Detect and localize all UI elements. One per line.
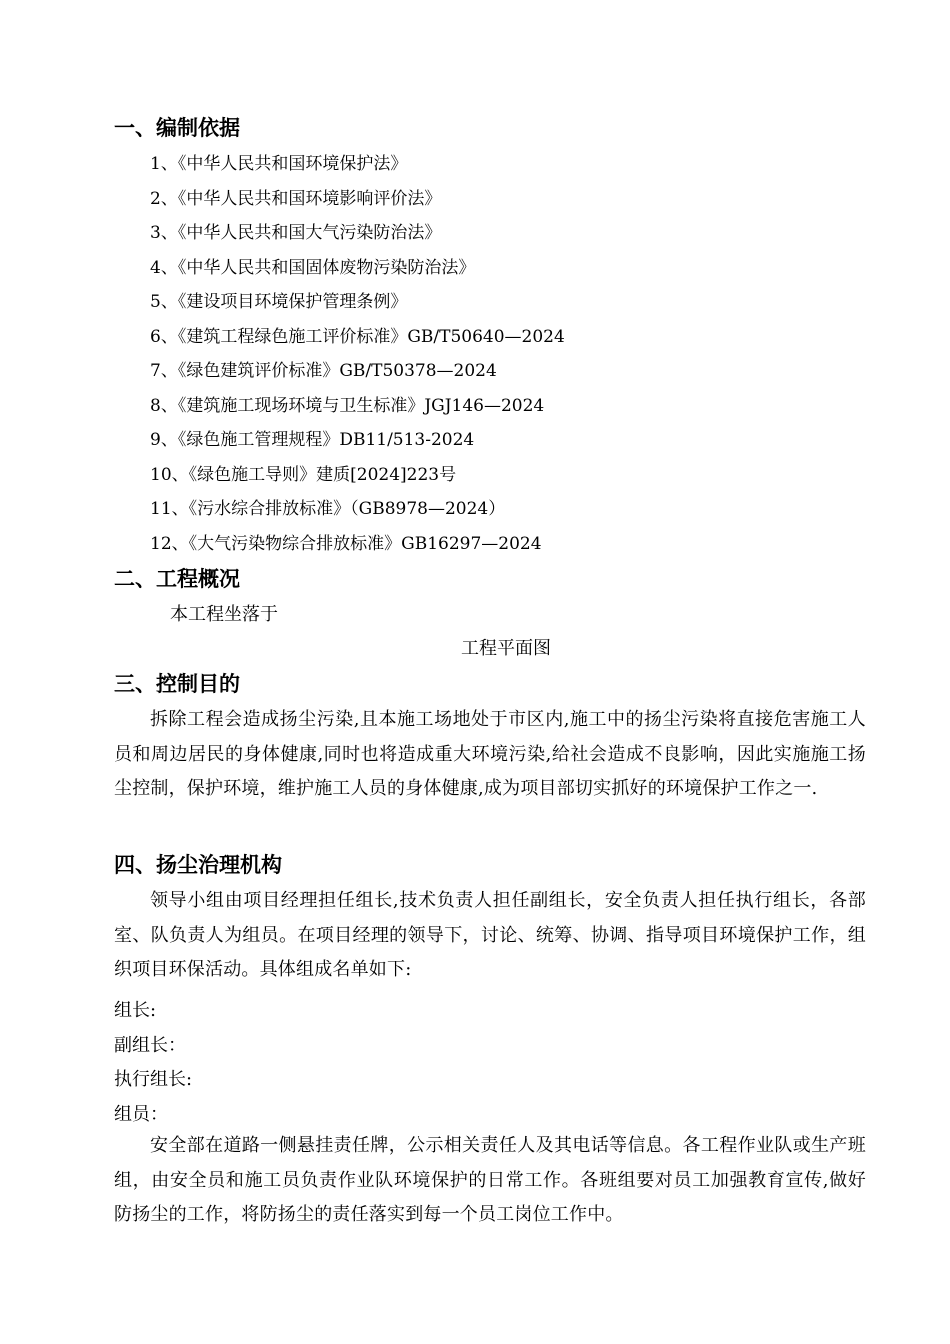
role-deputy-leader: 副组长： [114,1035,186,1056]
role-leader: 组长: [114,1000,157,1021]
section-heading-overview: 二、工程概况 [114,567,240,591]
role-members: 组员： [114,1104,168,1125]
reference-item: 3、《中华人民共和国大气污染防治法》 [150,223,442,243]
organization-paragraph: 领导小组由项目经理担任组长,技术负责人担任副组长，安全负责人担任执行组长，各部室、队负责人为组员。在项目经理的领导下，讨论、统筹、协调、指导项目环境保护工作，组织项目环保活动。具体组成名单如下: [114,890,866,980]
role-executive-leader: 执行组长: [114,1069,193,1090]
purpose-paragraph: 拆除工程会造成扬尘污染,且本施工场地处于市区内,施工中的扬尘污染将直接危害施工人员和周边居民的身体健康,同时也将造成重大环境污染,给社会造成不良影响，因此实施施工扬尘控制，保护环境，维护施工人员的身体健康,成为项目部切实抓好的环境保护工作之一. [114,709,866,799]
overview-text: 本工程坐落于 [170,604,278,625]
closing-paragraph: 安全部在道路一侧悬挂责任牌，公示相关责任人及其电话等信息。各工程作业队或生产班组，由安全员和施工员负责作业队环境保护的日常工作。各班组要对员工加强教育宣传,做好防扬尘的工作，将防扬尘的责任落实到每一个员工岗位工作中。 [114,1135,866,1225]
reference-item: 9、《绿色施工管理规程》DB11/513-2024 [150,430,475,450]
reference-item: 11、《污水综合排放标准》（GB8978—2024） [150,499,506,519]
section-heading-organization: 四、扬尘治理机构 [114,853,282,877]
reference-item: 1、《中华人民共和国环境保护法》 [150,154,408,174]
reference-item: 4、《中华人民共和国固体废物污染防治法》 [150,258,476,278]
figure-caption: 工程平面图 [461,638,551,659]
reference-item: 5、《建设项目环境保护管理条例》 [150,292,408,312]
section-heading-purpose: 三、控制目的 [114,672,240,696]
reference-item: 10、《绿色施工导则》建质[2024]223号 [150,465,457,485]
reference-item: 2、《中华人民共和国环境影响评价法》 [150,189,442,209]
reference-item: 12、《大气污染物综合排放标准》GB16297—2024 [150,534,542,554]
reference-item: 7、《绿色建筑评价标准》GB/T50378—2024 [150,361,497,381]
reference-item: 6、《建筑工程绿色施工评价标准》GB/T50640—2024 [150,327,565,347]
section-heading-basis: 一、编制依据 [114,116,240,140]
reference-item: 8、《建筑施工现场环境与卫生标准》JGJ146—2024 [150,396,545,416]
